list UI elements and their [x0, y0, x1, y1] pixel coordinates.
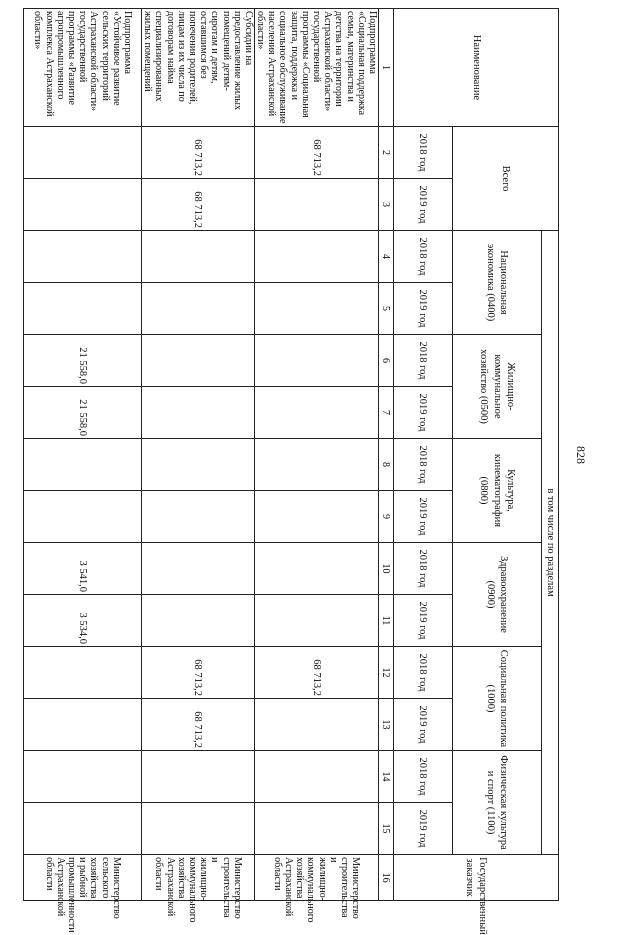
value-cell [254, 543, 378, 595]
header-by-sections: в том числе по разделам [542, 231, 559, 855]
year-header: 2019 год [394, 491, 453, 543]
value-cell: 68 713,2 [142, 179, 255, 231]
page-number: 828 [574, 446, 588, 464]
value-cell [254, 803, 378, 855]
header-section-housing: Жилищно-коммунальное хозяйство (0500) [453, 335, 542, 439]
column-number: 14 [379, 751, 394, 803]
header-section-sport: Физическая культура и спорт (1100) [453, 751, 542, 855]
value-cell [142, 387, 255, 439]
year-header: 2018 год [394, 647, 453, 699]
column-number: 6 [379, 335, 394, 387]
value-cell [24, 491, 142, 543]
customer-cell: Министерство строительства и жилищно-коммунального хозяйства Астраханской области [142, 855, 255, 901]
year-header: 2019 год [394, 803, 453, 855]
header-section-health: Здравоохранение (0900) [453, 543, 542, 647]
header-name: Наименование [394, 9, 559, 127]
year-header: 2018 год [394, 543, 453, 595]
value-cell [142, 283, 255, 335]
value-cell [24, 803, 142, 855]
table-row [254, 9, 378, 901]
value-cell [142, 491, 255, 543]
value-cell: 68 713,2 [142, 647, 255, 699]
year-header: 2018 год [394, 335, 453, 387]
value-cell [142, 231, 255, 283]
column-number: 1 [379, 9, 394, 127]
value-cell [24, 439, 142, 491]
value-cell [254, 231, 378, 283]
value-cell [142, 439, 255, 491]
column-number: 8 [379, 439, 394, 491]
year-header: 2019 год [394, 283, 453, 335]
table-row [24, 9, 142, 901]
value-cell [254, 595, 378, 647]
table-row [142, 9, 255, 901]
value-cell [24, 647, 142, 699]
value-cell: 3 534,0 [24, 595, 142, 647]
year-header: 2019 год [394, 387, 453, 439]
value-cell: 68 713,2 [142, 127, 255, 179]
column-number: 12 [379, 647, 394, 699]
year-header: 2018 год [394, 231, 453, 283]
value-cell [142, 751, 255, 803]
budget-table [23, 8, 559, 935]
value-cell [24, 751, 142, 803]
column-number: 5 [379, 283, 394, 335]
column-number: 10 [379, 543, 394, 595]
column-number: 9 [379, 491, 394, 543]
header-customer: Государственный заказчик [394, 855, 559, 901]
year-header: 2018 год [394, 751, 453, 803]
row-name: Подпрограмма «Социальная поддержка семьи, материнства и детства на территории Астраханской области» государственной программы «Социальная защита, поддержка и социальное обслуживание населения Астраханской области» [254, 9, 378, 127]
value-cell [254, 179, 378, 231]
year-header: 2018 год [394, 439, 453, 491]
value-cell [254, 283, 378, 335]
year-header: 2018 год [394, 127, 453, 179]
header-section-social-policy: Социальная политика (1000) [453, 647, 542, 751]
customer-cell: Министерство строительства и жилищно-коммунального хозяйства Астраханской области [254, 855, 378, 901]
value-cell [24, 231, 142, 283]
header-section-culture: Культура, кинематография (0800) [453, 439, 542, 543]
value-cell [254, 439, 378, 491]
value-cell: 21 558,0 [24, 387, 142, 439]
value-cell [142, 335, 255, 387]
value-cell: 21 558,0 [24, 335, 142, 387]
value-cell [254, 335, 378, 387]
value-cell [142, 595, 255, 647]
value-cell [24, 179, 142, 231]
year-header: 2019 год [394, 595, 453, 647]
value-cell [24, 127, 142, 179]
column-number: 13 [379, 699, 394, 751]
value-cell [254, 491, 378, 543]
column-number: 3 [379, 179, 394, 231]
column-number: 16 [379, 855, 394, 901]
value-cell: 3 541,0 [24, 543, 142, 595]
customer-cell: Министерство сельского хозяйства и рыбной промышленности Астраханской области [24, 855, 142, 901]
value-cell [142, 543, 255, 595]
value-cell [254, 751, 378, 803]
value-cell: 68 713,2 [142, 699, 255, 751]
header-total: Всего [453, 127, 559, 231]
year-header: 2019 год [394, 179, 453, 231]
value-cell [142, 803, 255, 855]
column-number: 2 [379, 127, 394, 179]
header-section-national-economy: Национальная экономика (0400) [453, 231, 542, 335]
row-name: Подпрограмма «Устойчивое развитие сельских территорий Астраханской области» государственной программы «Развитие агропромышленного комплекса Астраханской области» [24, 9, 142, 127]
value-cell [254, 387, 378, 439]
value-cell [24, 699, 142, 751]
value-cell: 68 713,2 [254, 647, 378, 699]
value-cell [24, 283, 142, 335]
value-cell [254, 699, 378, 751]
year-header: 2019 год [394, 699, 453, 751]
column-number: 15 [379, 803, 394, 855]
column-number: 7 [379, 387, 394, 439]
value-cell: 68 713,2 [254, 127, 378, 179]
row-name: Субсидии на предоставление жилых помещений детям-сиротам и детям, оставшимся без попечения родителей, лицам из их числа по договорам найма специализированных жилых помещений [142, 9, 255, 127]
column-number: 4 [379, 231, 394, 283]
column-number: 11 [379, 595, 394, 647]
